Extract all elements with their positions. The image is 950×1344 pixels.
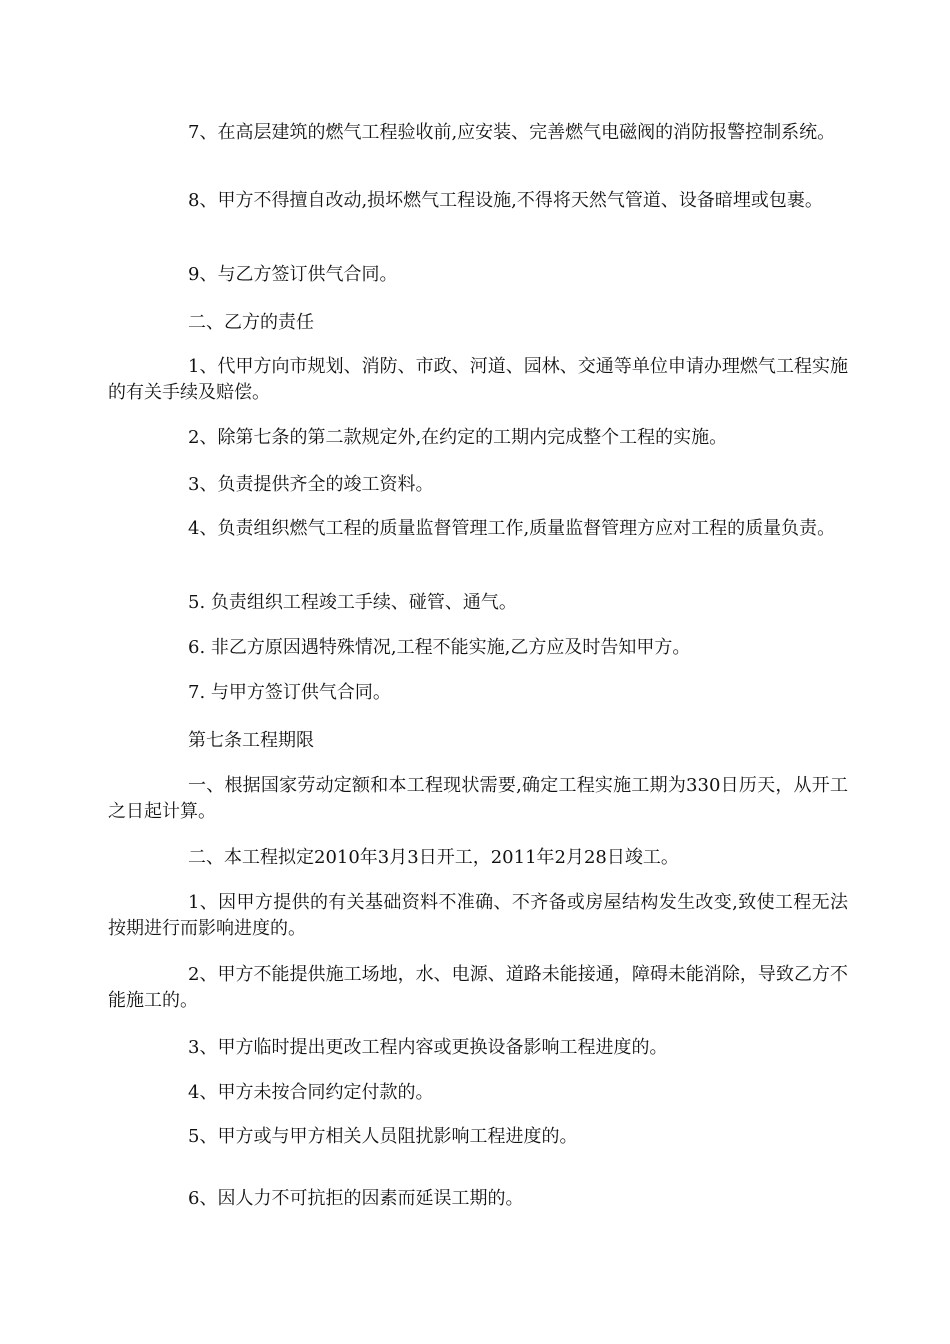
paragraph-b7-gas-contract: 7. 与甲方签订供气合同。 [188,682,391,703]
paragraph-9-gas-contract: 9、与乙方签订供气合同。 [188,264,398,285]
paragraph-b6-special-cases: 6. 非乙方原因遇特殊情况,工程不能实施,乙方应及时告知甲方。 [188,637,691,658]
paragraph-b3-documents: 3、负责提供齐全的竣工资料。 [188,474,434,495]
paragraph-delay-5-obstruction: 5、甲方或与甲方相关人员阻扰影响工程进度的。 [188,1126,578,1147]
paragraph-start-end-dates: 二、本工程拟定2010年3月3日开工，2011年2月28日竣工。 [188,847,679,868]
paragraph-b4-quality: 4、负责组织燃气工程的质量监督管理工作,质量监督管理方应对工程的质量负责。 [188,518,836,539]
paragraph-7-fire-alarm: 7、在高层建筑的燃气工程验收前,应安装、完善燃气电磁阀的消防报警控制系统。 [188,122,836,143]
paragraph-delay-6-force-majeure: 6、因人力不可抗拒的因素而延误工期的。 [188,1188,524,1209]
paragraph-delay-3-changes: 3、甲方临时提出更改工程内容或更换设备影响工程进度的。 [188,1037,668,1058]
paragraph-8-no-modification: 8、甲方不得擅自改动,损坏燃气工程设施,不得将天然气管道、设备暗埋或包裹。 [188,190,823,211]
paragraph-delay-4-payment: 4、甲方未按合同约定付款的。 [188,1082,434,1103]
heading-party-b-responsibilities: 二、乙方的责任 [188,312,314,333]
paragraph-b5-handover: 5. 负责组织工程竣工手续、碰管、通气。 [188,592,517,613]
paragraph-duration-330-days: 一、根据国家劳动定额和本工程现状需要,确定工程实施工期为330日历天，从开工之日起计算。 [108,775,848,822]
paragraph-b1-permits: 1、代甲方向市规划、消防、市政、河道、园林、交通等单位申请办理燃气工程实施的有关手续及赔偿。 [108,356,848,403]
paragraph-delay-2-site: 2、甲方不能提供施工场地，水、电源、道路未能接通，障碍未能消除，导致乙方不能施工的。 [108,964,848,1011]
paragraph-delay-1-data: 1、因甲方提供的有关基础资料不准确、不齐备或房屋结构发生改变,致使工程无法按期进行而影响进度的。 [108,892,848,939]
paragraph-b2-completion: 2、除第七条的第二款规定外,在约定的工期内完成整个工程的实施。 [188,427,728,448]
heading-article-7-duration: 第七条工程期限 [188,730,314,751]
